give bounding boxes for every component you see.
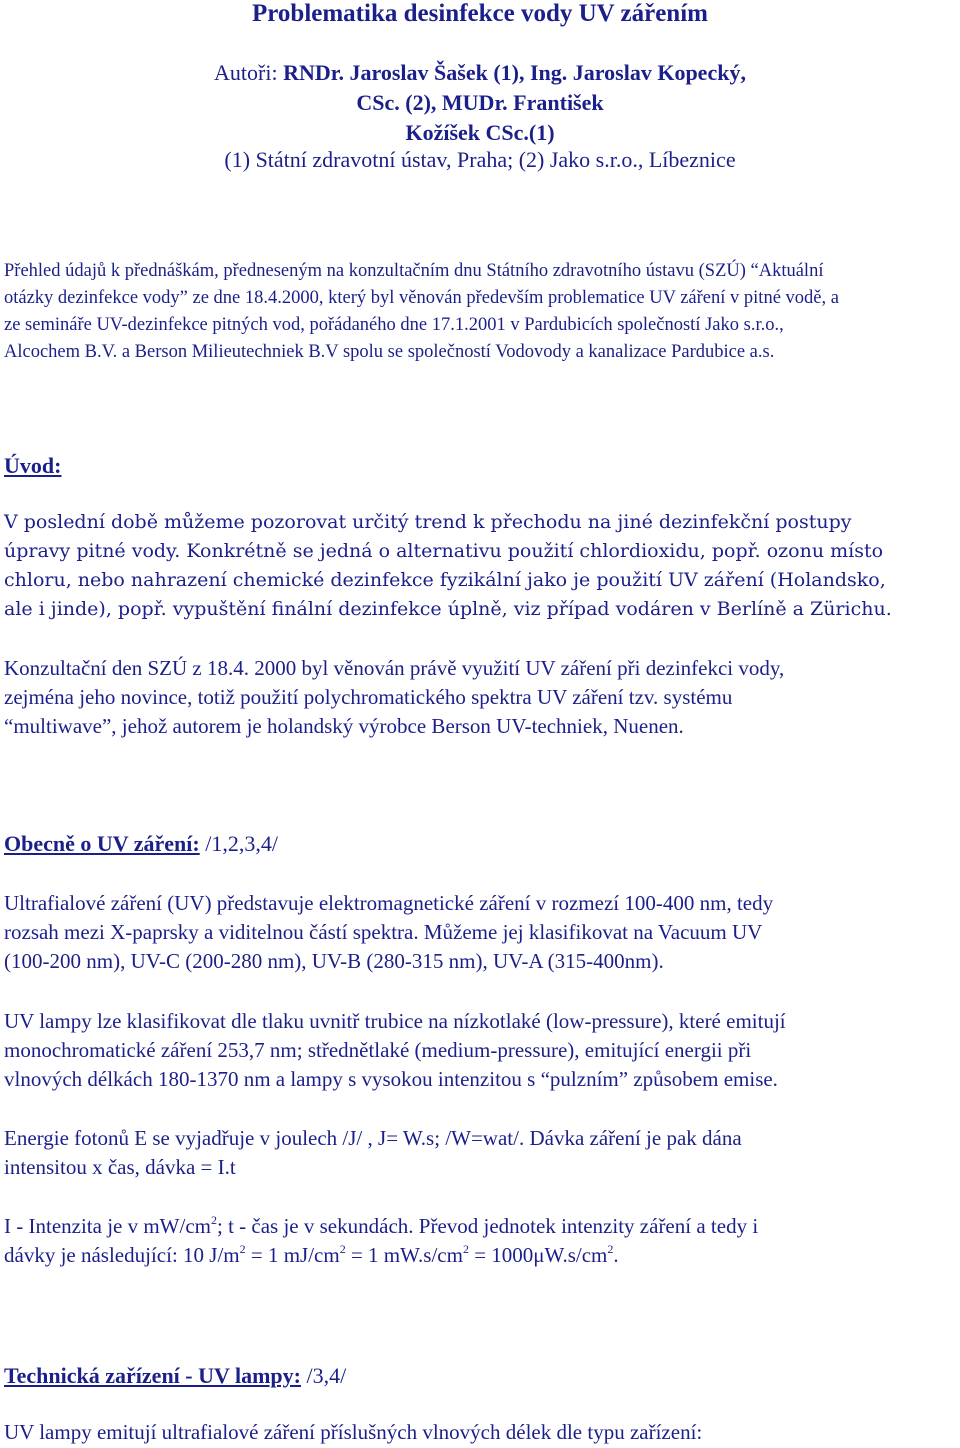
text-fragment: dávky je následující: 10 J/m	[4, 1243, 240, 1267]
text-line: monochromatické záření 253,7 nm; střednětlaké (medium-pressure), emitující energii při	[4, 1038, 752, 1062]
text-fragment: ; t - čas je v sekundách. Převod jednotek intenzity záření a tedy i	[217, 1214, 759, 1238]
authors-names-line2: Kožíšek CSc.(1)	[405, 120, 555, 145]
obecne-heading-text: Obecně o UV záření:	[4, 831, 200, 856]
uvod-heading-text: Úvod:	[4, 453, 62, 478]
text-line: ale i jinde), popř. vypuštění finální dezinfekce úplně, viz případ vodáren v Berlíně a Zürichu.	[4, 598, 892, 620]
text-line: rozsah mezi X-paprsky a viditelnou částí spektra. Můžeme jej klasifikovat na Vacuum UV	[4, 920, 763, 944]
obecne-paragraph-2	[4, 1007, 956, 1094]
text-line: intensitou x čas, dávka = I.t	[4, 1155, 236, 1179]
text-line: Ultrafialové záření (UV) představuje elektromagnetické záření v rozmezí 100-400 nm, tedy	[4, 891, 774, 915]
text-line: zejména jeho novince, totiž použití polychromatického spektra UV záření tzv. systému	[4, 685, 733, 709]
text-line: V poslední době můžeme pozorovat určitý trend k přechodu na jiné dezinfekční postupy	[4, 511, 852, 533]
text-line: úpravy pitné vody. Konkrétně se jedná o alternativu použití chlordioxidu, popř. ozonu místo	[4, 540, 884, 562]
technicka-heading	[4, 1362, 346, 1390]
text-line	[4, 1241, 956, 1270]
text-fragment: = 1 mW.s/cm	[345, 1243, 463, 1267]
obecne-paragraph-3	[4, 1124, 956, 1182]
text-line: Konzultační den SZÚ z 18.4. 2000 byl věnován právě využití UV záření při dezinfekci vody,	[4, 656, 785, 680]
technicka-paragraph-1	[4, 1418, 956, 1447]
superscript: 2	[211, 1213, 217, 1227]
obecne-heading	[4, 830, 278, 858]
intro-line: ze semináře UV-dezinfekce pitných vod, pořádaného dne 17.1.2001 v Pardubicích společností Jako s.r.o.,	[4, 315, 784, 335]
superscript: 2	[607, 1242, 614, 1256]
text-fragment: I - Intenzita je v mW/cm	[4, 1214, 211, 1238]
document-title: Problematika desinfekce vody UV zářením	[252, 0, 708, 27]
superscript: 2	[239, 1242, 246, 1256]
superscript: 2	[339, 1242, 346, 1256]
obecne-refs: /1,2,3,4/	[199, 831, 278, 856]
uvod-paragraph-1	[4, 508, 956, 624]
text-fragment: = 1000μW.s/cm	[468, 1243, 608, 1267]
text-line: chloru, nebo nahrazení chemické dezinfekce fyzikální jako je použití UV záření (Holandsko,	[4, 569, 886, 591]
authors-names-line1: RNDr. Jaroslav Šašek (1), Ing. Jaroslav Kopecký, CSc. (2), MUDr. František	[283, 60, 746, 115]
technicka-heading-text: Technická zařízení - UV lampy:	[4, 1363, 301, 1388]
uvod-heading	[4, 452, 61, 480]
text-fragment: = 1 mJ/cm	[245, 1243, 340, 1267]
superscript: 2	[462, 1242, 469, 1256]
text-fragment: .	[613, 1243, 619, 1267]
obecne-paragraph-1	[4, 889, 956, 976]
text-line: UV lampy emitují ultrafialové záření příslušných vlnových délek dle typu zařízení:	[4, 1420, 703, 1444]
text-line: vlnových délkách 180-1370 nm a lampy s vysokou intenzitou s “pulzním” způsobem emise.	[4, 1067, 778, 1091]
authors-prefix: Autoři:	[214, 60, 284, 85]
intro-line: Alcochem B.V. a Berson Milieutechniek B.V spolu se společností Vodovody a kanalizace Pardubice a.s.	[4, 342, 775, 362]
intro-line: otázky dezinfekce vody” ze dne 18.4.2000, který byl věnován především problematice UV záření v pitné vodě, a	[4, 288, 839, 308]
intro-line: Přehled údajů k přednáškám, předneseným na konzultačním dnu Státního zdravotního ústavu (SZÚ) “Aktuální	[4, 261, 824, 281]
affiliation: (1) Státní zdravotní ústav, Praha; (2) Jako s.r.o., Líbeznice	[224, 147, 736, 172]
text-line: “multiwave”, jehož autorem je holandský výrobce Berson UV-techniek, Nuenen.	[4, 714, 684, 738]
text-line	[4, 1212, 956, 1241]
text-line: (100-200 nm), UV-C (200-280 nm), UV-B (280-315 nm), UV-A (315-400nm).	[4, 949, 664, 973]
technicka-refs: /3,4/	[301, 1363, 347, 1388]
text-line: UV lampy lze klasifikovat dle tlaku uvnitř trubice na nízkotlaké (low-pressure), které emitují	[4, 1009, 786, 1033]
intro-paragraph	[4, 258, 958, 366]
obecne-paragraph-4	[4, 1212, 956, 1270]
authors	[190, 58, 770, 148]
uvod-paragraph-2	[4, 654, 956, 741]
text-line: Energie fotonů E se vyjadřuje v joulech /J/ , J= W.s; /W=wat/. Dávka záření je pak dána	[4, 1126, 742, 1150]
